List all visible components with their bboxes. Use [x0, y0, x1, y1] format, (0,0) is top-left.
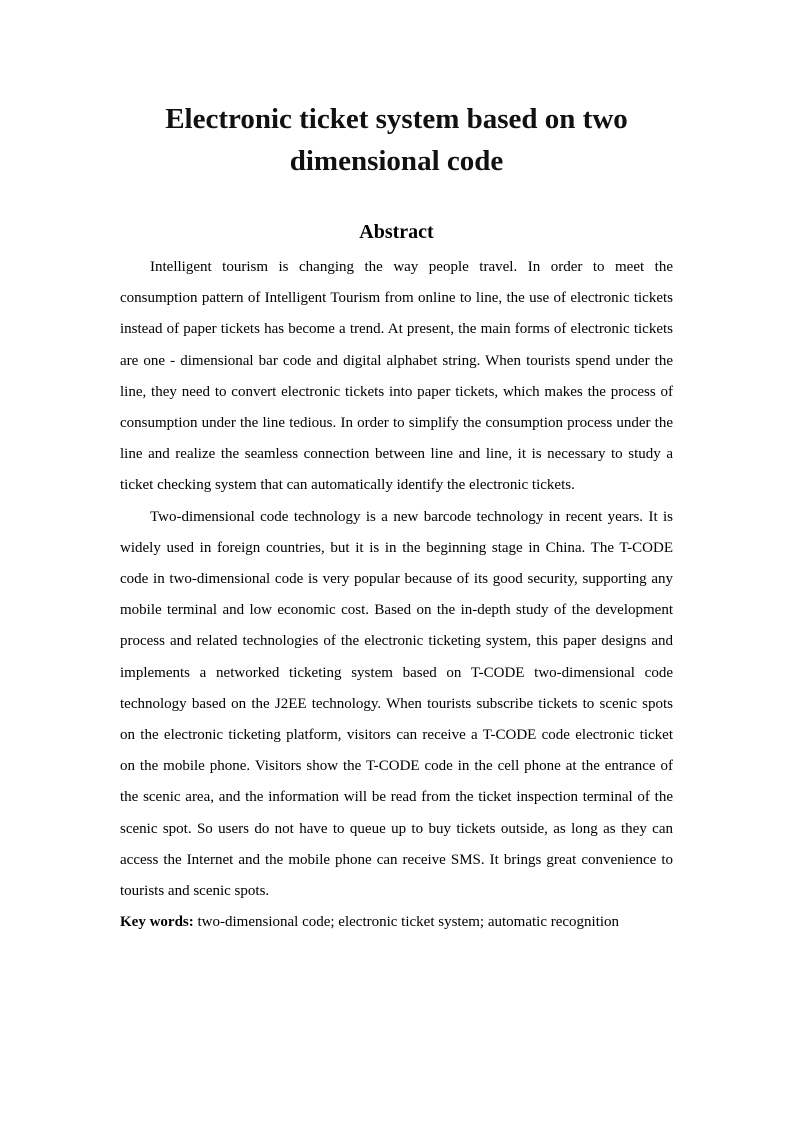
abstract-heading: Abstract	[359, 221, 434, 243]
keywords-text: two-dimensional code; electronic ticket system; automatic recognition	[193, 914, 620, 931]
abstract-paragraph-2: Two-dimensional code technology is a new barcode technology in recent years. It is widely used in foreign countries, but it is in the beginning stage in China. The T-CODE code in two-dimensional code is very popular because of its good security, supporting any mobile terminal and low economic cost. Based on the in-depth study of the development process and related technologies of the electronic ticketing system, this paper designs and implements a networked ticketing system based on T-CODE two-dimensional code technology based on the J2EE technology. When tourists subscribe tickets to scenic spots on the electronic ticketing platform, visitors can receive a T-CODE code electronic ticket on the mobile phone. Visitors show the T-CODE code in the cell phone at the entrance of the scenic area, and the information will be read from the ticket inspection terminal of the scenic spot. So users do not have to queue up to buy tickets outside, as long as they can access the Internet and the mobile phone can receive SMS. It brings great convenience to tourists and scenic spots.	[120, 508, 673, 900]
document-title: Electronic ticket system based on two dimensional code	[165, 103, 628, 177]
abstract-body	[120, 252, 673, 938]
abstract-paragraph-1: Intelligent tourism is changing the way people travel. In order to meet the consumption pattern of Intelligent Tourism from online to line, the use of electronic tickets instead of paper tickets has become a trend. At present, the main forms of electronic tickets are one - dimensional bar code and digital alphabet string. When tourists spend under the line, they need to convert electronic tickets into paper tickets, which makes the process of consumption under the line tedious. In order to simplify the consumption process under the line and realize the seamless connection between line and line, it is necessary to study a ticket checking system that can automatically identify the electronic tickets.	[120, 259, 673, 494]
keywords-label: Key words:	[120, 914, 194, 931]
keywords-line	[120, 907, 673, 938]
